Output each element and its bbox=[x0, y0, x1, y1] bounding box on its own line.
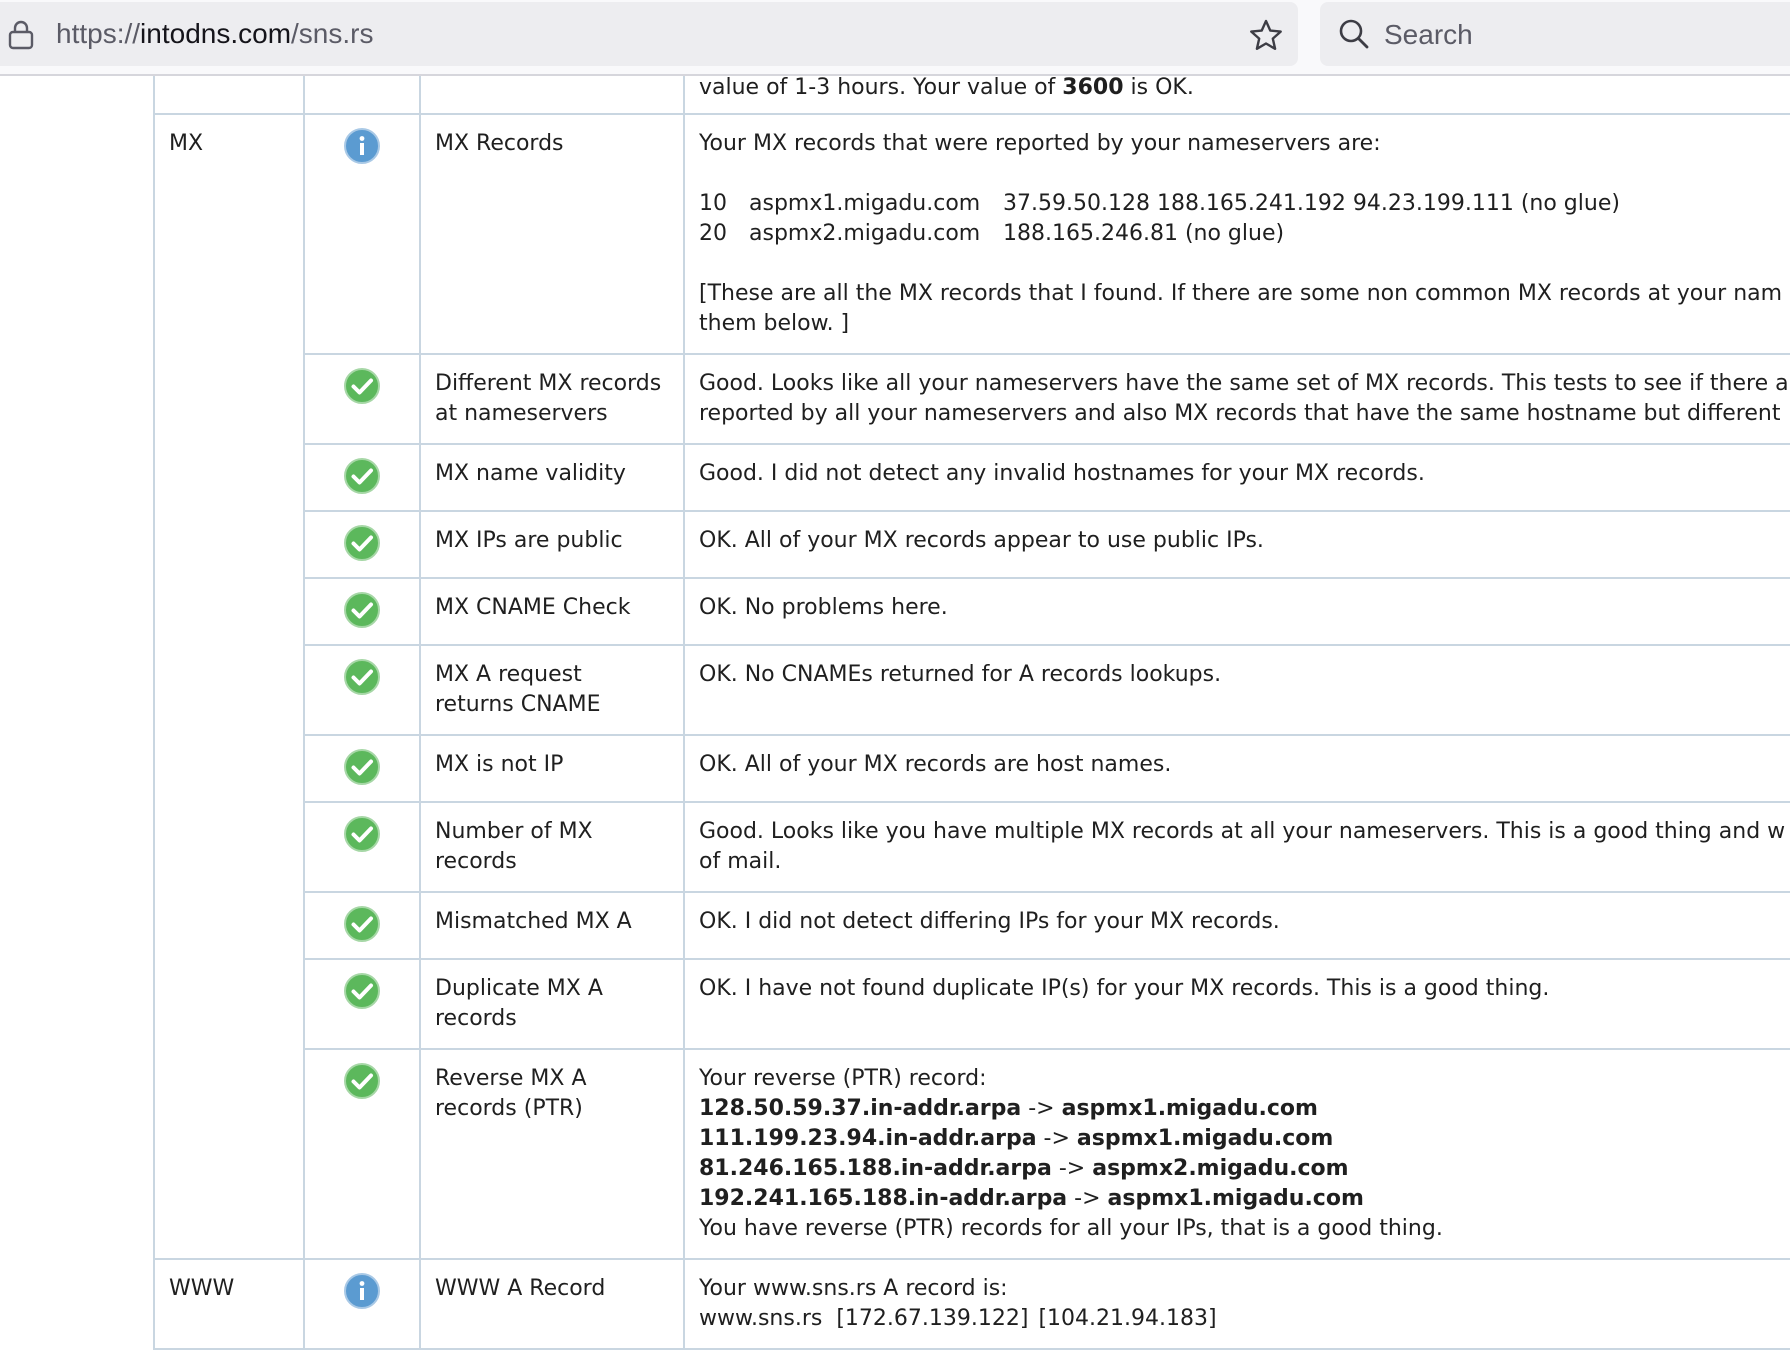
info-text: value of 1-3 hours. Your value of bbox=[699, 76, 1063, 100]
info-cell: Good. I did not detect any invalid hostnames for your MX records. bbox=[684, 444, 1790, 511]
check-icon bbox=[342, 814, 382, 854]
status-cell bbox=[304, 645, 420, 735]
test-name-cell: MX is not IP bbox=[420, 735, 684, 802]
status-cell bbox=[304, 1259, 420, 1349]
table-row bbox=[154, 645, 1790, 735]
ptr-intro: Your reverse (PTR) record: bbox=[699, 1066, 987, 1091]
table-row bbox=[154, 802, 1790, 892]
check-icon bbox=[342, 456, 382, 496]
table-row bbox=[154, 444, 1790, 511]
status-cell bbox=[304, 578, 420, 645]
status-cell bbox=[304, 76, 420, 114]
search-input[interactable]: Search bbox=[1384, 19, 1473, 50]
test-name-cell bbox=[420, 76, 684, 114]
status-cell bbox=[304, 444, 420, 511]
check-icon bbox=[342, 904, 382, 944]
info-cell bbox=[684, 76, 1790, 114]
check-icon bbox=[342, 366, 382, 406]
table-row bbox=[154, 892, 1790, 959]
mx-record-row: 20 aspmx2.migadu.com 188.165.246.81 (no glue) bbox=[699, 221, 1285, 246]
info-cell: OK. All of your MX records are host names. bbox=[684, 735, 1790, 802]
url-path: /sns.rs bbox=[291, 18, 374, 49]
mx-note: them below. ] bbox=[699, 311, 850, 336]
test-name-cell: Duplicate MX A records bbox=[420, 959, 684, 1049]
status-cell bbox=[304, 511, 420, 578]
dns-results-table bbox=[153, 76, 1790, 1350]
lock-icon[interactable] bbox=[8, 20, 34, 50]
status-cell bbox=[304, 802, 420, 892]
category-mx: MX bbox=[154, 114, 304, 1259]
bookmark-star-icon[interactable] bbox=[1248, 18, 1284, 54]
status-cell bbox=[304, 892, 420, 959]
ptr-record: 81.246.165.188.in-addr.arpa -> aspmx2.migadu.com bbox=[699, 1156, 1349, 1181]
ptr-record: 111.199.23.94.in-addr.arpa -> aspmx1.migadu.com bbox=[699, 1126, 1334, 1151]
check-icon bbox=[342, 1061, 382, 1101]
table-row bbox=[154, 114, 1790, 354]
test-name-cell: MX IPs are public bbox=[420, 511, 684, 578]
info-cell: Good. Looks like all your nameservers have the same set of MX records. This tests to see if there a reported by all your nameservers and also MX records that have the same hostname but different bbox=[684, 354, 1790, 444]
table-row bbox=[154, 76, 1790, 114]
test-name-cell: Different MX records at nameservers bbox=[420, 354, 684, 444]
table-row bbox=[154, 1049, 1790, 1259]
search-icon bbox=[1338, 18, 1370, 50]
info-cell: Good. Looks like you have multiple MX records at all your nameservers. This is a good thing and w of mail. bbox=[684, 802, 1790, 892]
info-cell: OK. No problems here. bbox=[684, 578, 1790, 645]
table-row bbox=[154, 511, 1790, 578]
www-intro: Your www.sns.rs A record is: bbox=[699, 1276, 1008, 1301]
address-bar[interactable] bbox=[0, 2, 1298, 66]
category-cell bbox=[154, 76, 304, 114]
info-icon bbox=[342, 126, 382, 166]
ptr-record: 192.241.165.188.in-addr.arpa -> aspmx1.migadu.com bbox=[699, 1186, 1364, 1211]
test-name-cell: MX CNAME Check bbox=[420, 578, 684, 645]
check-icon bbox=[342, 747, 382, 787]
test-name-cell: Reverse MX A records (PTR) bbox=[420, 1049, 684, 1259]
ttl-value: 3600 bbox=[1062, 76, 1124, 100]
table-row bbox=[154, 354, 1790, 444]
test-name-cell: MX A request returns CNAME bbox=[420, 645, 684, 735]
table-row bbox=[154, 1259, 1790, 1349]
table-row bbox=[154, 959, 1790, 1049]
check-icon bbox=[342, 590, 382, 630]
info-cell bbox=[684, 1259, 1790, 1349]
url-host: intodns.com bbox=[140, 18, 292, 49]
info-cell bbox=[684, 114, 1790, 354]
info-cell: OK. I have not found duplicate IP(s) for your MX records. This is a good thing. bbox=[684, 959, 1790, 1049]
info-cell bbox=[684, 1049, 1790, 1259]
info-cell: OK. No CNAMEs returned for A records lookups. bbox=[684, 645, 1790, 735]
info-text: is OK. bbox=[1123, 76, 1194, 100]
mx-record-row: 10 aspmx1.migadu.com 37.59.50.128 188.165.241.192 94.23.199.111 (no glue) bbox=[699, 191, 1620, 216]
test-name-mx-records: MX Records bbox=[420, 114, 684, 354]
browser-toolbar bbox=[0, 0, 1790, 76]
mx-note: [These are all the MX records that I found. If there are some non common MX records at your nam bbox=[699, 281, 1783, 306]
check-icon bbox=[342, 971, 382, 1011]
info-icon bbox=[342, 1271, 382, 1311]
status-cell bbox=[304, 114, 420, 354]
test-name-cell: Mismatched MX A bbox=[420, 892, 684, 959]
ptr-summary: You have reverse (PTR) records for all your IPs, that is a good thing. bbox=[699, 1216, 1443, 1241]
table-row bbox=[154, 578, 1790, 645]
search-bar[interactable] bbox=[1320, 2, 1790, 66]
info-cell: OK. All of your MX records appear to use public IPs. bbox=[684, 511, 1790, 578]
status-cell bbox=[304, 959, 420, 1049]
table-row bbox=[154, 735, 1790, 802]
check-icon bbox=[342, 657, 382, 697]
test-name-cell: MX name validity bbox=[420, 444, 684, 511]
status-cell bbox=[304, 1049, 420, 1259]
check-icon bbox=[342, 523, 382, 563]
category-www: WWW bbox=[154, 1259, 304, 1349]
mx-intro: Your MX records that were reported by your nameservers are: bbox=[699, 131, 1381, 156]
info-cell: OK. I did not detect differing IPs for your MX records. bbox=[684, 892, 1790, 959]
test-name-cell: Number of MX records bbox=[420, 802, 684, 892]
url-scheme: https:// bbox=[56, 18, 141, 49]
ptr-record: 128.50.59.37.in-addr.arpa -> aspmx1.migadu.com bbox=[699, 1096, 1318, 1121]
url-text[interactable] bbox=[56, 18, 373, 50]
status-cell bbox=[304, 735, 420, 802]
status-cell bbox=[304, 354, 420, 444]
test-name-www-a-record: WWW A Record bbox=[420, 1259, 684, 1349]
www-record: www.sns.rs [172.67.139.122] [104.21.94.183] bbox=[699, 1306, 1217, 1331]
